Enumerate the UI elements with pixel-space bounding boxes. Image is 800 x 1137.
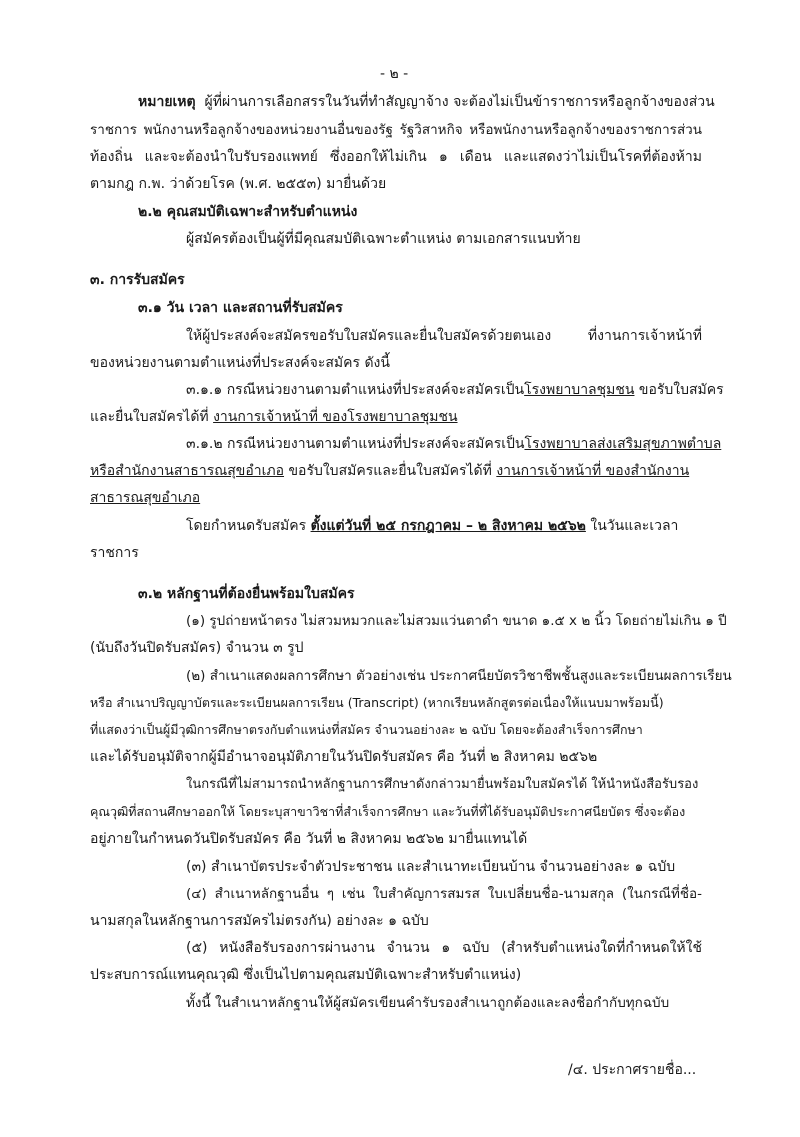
doc-item-5-line-1: (๕) หนังสือรับรองการผ่านงาน จำนวน ๑ ฉบับ (สำหรับตำแหน่งใดที่กำหนดให้ใช้ [186, 940, 702, 956]
item-3-1-1-line-2: และยื่นใบสมัครได้ที่ งานการเจ้าหน้าที่ ของโรงพยาบาลชุมชน [90, 409, 458, 425]
note-line-1: หมายเหตุ ผู้ที่ผ่านการเลือกสรรในวันที่ทำสัญญาจ้าง จะต้องไม่เป็นข้าราชการหรือลูกจ้างของส่วน [138, 94, 715, 110]
doc-item-4-line-2: นามสกุลในหลักฐานการสมัครไม่ตรงกัน) อย่างละ ๑ ฉบับ [90, 913, 429, 929]
page-number: - ๒ - [380, 66, 409, 82]
item-3-1-1-line-1: ๓.๑.๑ กรณีหน่วยงานตามตำแหน่งที่ประสงค์จะสมัครเป็นโรงพยาบาลชุมชน ขอรับใบสมัคร [186, 382, 724, 398]
note-line-3: ท้องถิ่น และจะต้องนำใบรับรองแพทย์ ซึ่งออกให้ไม่เกิน ๑ เดือน และแสดงว่าไม่เป็นโรคที่ต้องห้าม [90, 149, 702, 165]
section-3-1-para-line-2: ของหน่วยงานตามตำแหน่งที่ประสงค์จะสมัคร ดังนี้ [90, 355, 390, 371]
doc-item-2-line-5: ในกรณีที่ไม่สามารถนำหลักฐานการศึกษาดังกล่าวมายื่นพร้อมใบสมัครได้ ให้นำหนังสือรับรอง [186, 777, 699, 792]
doc-item-4-line-1: (๔) สำเนาหลักฐานอื่น ๆ เช่น ใบสำคัญการสมรส ใบเปลี่ยนชื่อ-นามสกุล (ในกรณีที่ชื่อ- [186, 886, 702, 902]
doc-item-3: (๓) สำเนาบัตรประจำตัวประชาชน และสำเนาทะเบียนบ้าน จำนวนอย่างละ ๑ ฉบับ [186, 859, 676, 875]
section-3-2-final-note: ทั้งนี้ ในสำเนาหลักฐานให้ผู้สมัครเขียนคำรับรองสำเนาถูกต้องและลงชื่อกำกับทุกฉบับ [186, 995, 670, 1011]
section-3-1-para-line-1: ให้ผู้ประสงค์จะสมัครขอรับใบสมัครและยื่นใบสมัครด้วยตนเอง ที่งานการเจ้าหน้าที่ [186, 328, 702, 344]
item-3-1-2-line-2: หรือสำนักงานสาธารณสุขอำเภอ ขอรับใบสมัครและยื่นใบสมัครได้ที่ งานการเจ้าหน้าที่ ของสำนักงาน [90, 463, 690, 479]
doc-item-2-line-4: และได้รับอนุมัติจากผู้มีอำนาจอนุมัติภายในวันปิดรับสมัคร คือ วันที่ ๒ สิงหาคม ๒๕๖๒ [90, 749, 598, 765]
note-line-4: ตามกฎ ก.พ. ว่าด้วยโรค (พ.ศ. ๒๕๕๓) มายื่นด้วย [90, 176, 387, 192]
item-3-1-2-line-3: สาธารณสุขอำเภอ [90, 490, 201, 506]
doc-item-2-line-3: ที่แสดงว่าเป็นผู้มีวุฒิการศึกษาตรงกับตำแหน่งที่สมัคร จำนวนอย่างละ ๒ ฉบับ โดยจะต้องสำเร็จการศึกษา [90, 722, 643, 737]
application-period-line-1: โดยกำหนดรับสมัคร ตั้งแต่วันที่ ๒๕ กรกฎาคม – ๒ สิงหาคม ๒๕๖๒ ในวันและเวลา [186, 518, 679, 534]
doc-item-2-line-2: หรือ สำเนาปริญญาบัตรและระเบียนผลการเรียน (Transcript) (หากเรียนหลักสูตรต่อเนื่องให้แนบมาพร้อมนี้) [90, 695, 664, 710]
item-3-1-2-line-1: ๓.๑.๒ กรณีหน่วยงานตามตำแหน่งที่ประสงค์จะสมัครเป็นโรงพยาบาลส่งเสริมสุขภาพตำบล [186, 436, 722, 452]
section-2-2-body: ผู้สมัครต้องเป็นผู้ที่มีคุณสมบัติเฉพาะตำแหน่ง ตามเอกสารแนบท้าย [186, 231, 581, 247]
doc-item-2-line-6: คุณวุฒิที่สถานศึกษาออกให้ โดยระบุสาขาวิชาที่สำเร็จการศึกษา และวันที่ที่ได้รับอนุมัติประกาศนียบัตร ซึ่งจะต้อง [90, 804, 686, 819]
continuation-note: /๔. ประกาศรายชื่อ... [568, 1062, 697, 1078]
application-period-line-2: ราชการ [90, 545, 139, 561]
section-2-2-heading: ๒.๒ คุณสมบัติเฉพาะสำหรับตำแหน่ง [138, 204, 358, 220]
doc-item-2-line-7: อยู่ภายในกำหนดวันปิดรับสมัคร คือ วันที่ ๒ สิงหาคม ๒๕๖๒ มายื่นแทนได้ [90, 831, 528, 847]
doc-item-1-line-1: (๑) รูปถ่ายหน้าตรง ไม่สวมหมวกและไม่สวมแว่นตาดำ ขนาด ๑.๕ x ๒ นิ้ว โดยถ่ายไม่เกิน ๑ ปี [186, 613, 727, 629]
doc-item-1-line-2: (นับถึงวันปิดรับสมัคร) จำนวน ๓ รูป [90, 640, 304, 656]
section-3-2-heading: ๓.๒ หลักฐานที่ต้องยื่นพร้อมใบสมัคร [138, 586, 355, 602]
note-label: หมายเหตุ [138, 94, 196, 110]
section-3-heading: ๓. การรับสมัคร [90, 272, 185, 288]
section-3-1-heading: ๓.๑ วัน เวลา และสถานที่รับสมัคร [138, 300, 343, 316]
doc-item-5-line-2: ประสบการณ์แทนคุณวุฒิ ซึ่งเป็นไปตามคุณสมบัติเฉพาะสำหรับตำแหน่ง) [90, 967, 522, 983]
note-line-2: ราชการ พนักงานหรือลูกจ้างของหน่วยงานอื่นของรัฐ รัฐวิสาหกิจ หรือพนักงานหรือลูกจ้างของราชการส่วน [90, 122, 702, 138]
doc-item-2-line-1: (๒) สำเนาแสดงผลการศึกษา ตัวอย่างเช่น ประกาศนียบัตรวิชาชีพชั้นสูงและระเบียนผลการเรียน [186, 668, 732, 684]
